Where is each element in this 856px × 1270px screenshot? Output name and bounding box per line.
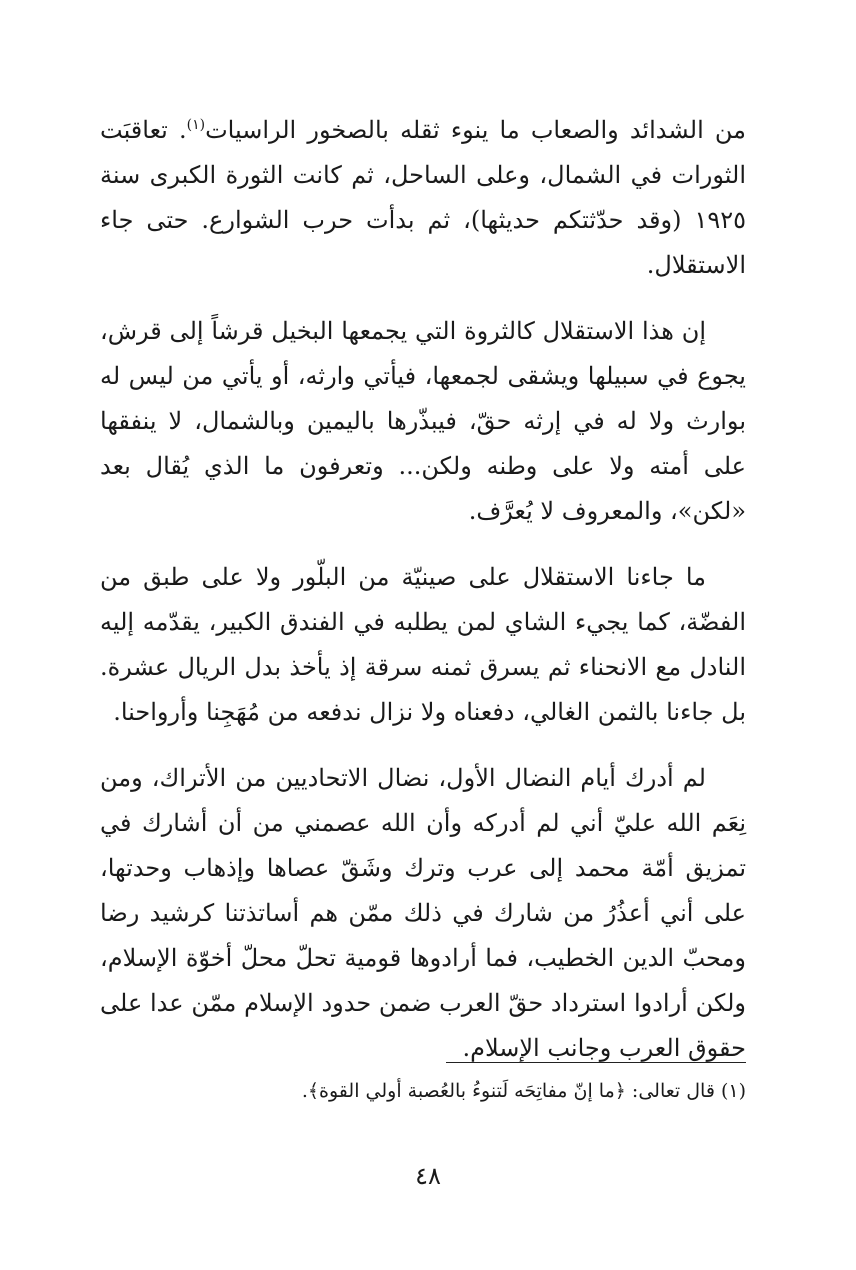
main-text <box>100 108 746 1092</box>
paragraph-1-end: . تعاقبَت الثورات في الشمال، وعلى الساحل، ثم كانت الثورة الكبرى سنة ١٩٢٥ (وقد حدّثتكم حديثها)، ثم بدأت حرب الشوارع. حتى جاء الاستقلال. <box>100 116 746 279</box>
paragraph-4: لم أدرك أيام النضال الأول، نضال الاتحاديين من الأتراك، ومن نِعَم الله عليّ أني لم أدركه وأن الله عصمني من أن أشارك في تمزيق أمّة محمد إلى عرب وترك وشَقّ عصاها وإذهاب وحدتها، على أني أعذُرُ من شارك في ذلك ممّن هم أساتذتنا كرشيد رضا ومحبّ الدين الخطيب، فما أرادوها قومية تحلّ محلّ أخوّة الإسلام، ولكن أرادوا استرداد حقّ العرب ضمن حدود الإسلام ممّن عدا على حقوق العرب وجانب الإسلام. <box>100 764 746 1062</box>
footnote-divider <box>446 1062 746 1063</box>
paragraph-3: ما جاءنا الاستقلال على صينيّة من البلّور ولا على طبق من الفضّة، كما يجيء الشاي لمن يطلبه في الفندق الكبير، يقدّمه إليه النادل مع الانحناء ثم يسرق ثمنه سرقة إذ يأخذ بدل الريال عشرة. بل جاءنا بالثمن الغالي، دفعناه ولا نزال ندفعه من مُهَجِنا وأرواحنا. <box>100 563 747 726</box>
footnote: (١) قال تعالى: ﴿ما إنّ مفاتِحَه لَتنوءُ بالعُصبة أولي القوة﴾. <box>301 1080 746 1102</box>
page-number: ٤٨ <box>415 1162 441 1190</box>
footnote-reference-mark[interactable]: (١) <box>186 117 206 133</box>
paragraph-1 <box>100 108 746 288</box>
paragraph-2: إن هذا الاستقلال كالثروة التي يجمعها البخيل قرشاً إلى قرش، يجوع في سبيلها ويشقى لجمعها، فيأتي وارثه، أو يأتي من ليس له بوارث ولا له في إرثه حقّ، فيبذّرها باليمين وبالشمال، لا ينفقها على أمته ولا على وطنه ولكن... وتعرفون ما الذي يُقال بعد «لكن»، والمعروف لا يُعرَّف. <box>100 317 746 525</box>
paragraph-1-start: من الشدائد والصعاب ما ينوء ثقله بالصخور الراسيات <box>205 116 747 144</box>
